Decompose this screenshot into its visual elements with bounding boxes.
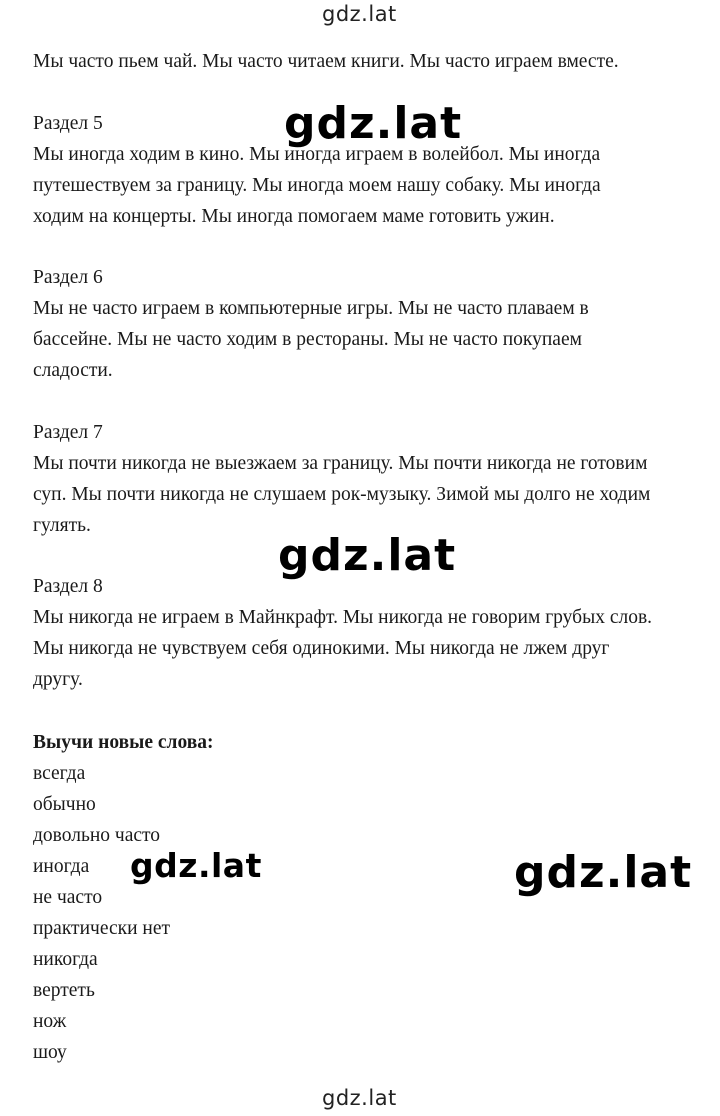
paragraph-line: гулять. [33, 515, 91, 536]
paragraph-line: путешествуем за границу. Мы иногда моем нашу собаку. Мы иногда [33, 175, 601, 196]
section-heading: Раздел 5 [33, 113, 103, 134]
vocab-word: иногда [33, 856, 90, 877]
watermark-mid: gdz.lat [130, 846, 262, 885]
vocab-word: вертеть [33, 980, 95, 1001]
watermark-top: gdz.lat [322, 2, 397, 26]
watermark-large: gdz.lat [278, 530, 457, 581]
paragraph-line: Мы никогда не играем в Майнкрафт. Мы никогда не говорим грубых слов. [33, 607, 653, 628]
paragraph-line: Мы почти никогда не выезжаем за границу. Мы почти никогда не готовим [33, 453, 648, 474]
paragraph-line: бассейне. Мы не часто ходим в рестораны. Мы не часто покупаем [33, 329, 582, 350]
vocab-word: никогда [33, 949, 98, 970]
watermark-large: gdz.lat [514, 847, 693, 898]
vocab-word: практически нет [33, 918, 171, 939]
paragraph-line: сладости. [33, 360, 113, 381]
section-heading: Раздел 6 [33, 267, 103, 288]
watermark-bottom: gdz.lat [322, 1086, 397, 1110]
paragraph-line: другу. [33, 669, 83, 690]
paragraph-line: суп. Мы почти никогда не слушаем рок-музыку. Зимой мы долго не ходим [33, 484, 651, 505]
intro-text: Мы часто пьем чай. Мы часто читаем книги. Мы часто играем вместе. [33, 51, 619, 72]
vocab-word: нож [33, 1011, 67, 1032]
paragraph-line: Мы иногда ходим в кино. Мы иногда играем в волейбол. Мы иногда [33, 144, 601, 165]
paragraph-line: Мы никогда не чувствуем себя одинокими. Мы никогда не лжем друг [33, 638, 610, 659]
paragraph-line: Мы не часто играем в компьютерные игры. Мы не часто плаваем в [33, 298, 589, 319]
vocab-word: довольно часто [33, 825, 161, 846]
vocab-word: шоу [33, 1042, 67, 1063]
vocab-word: не часто [33, 887, 103, 908]
vocab-word: обычно [33, 794, 96, 815]
paragraph-line: ходим на концерты. Мы иногда помогаем маме готовить ужин. [33, 206, 555, 227]
vocab-heading: Выучи новые слова: [33, 732, 214, 753]
section-heading: Раздел 8 [33, 576, 103, 597]
vocab-word: всегда [33, 763, 86, 784]
section-heading: Раздел 7 [33, 422, 103, 443]
watermark-large: gdz.lat [284, 98, 463, 149]
